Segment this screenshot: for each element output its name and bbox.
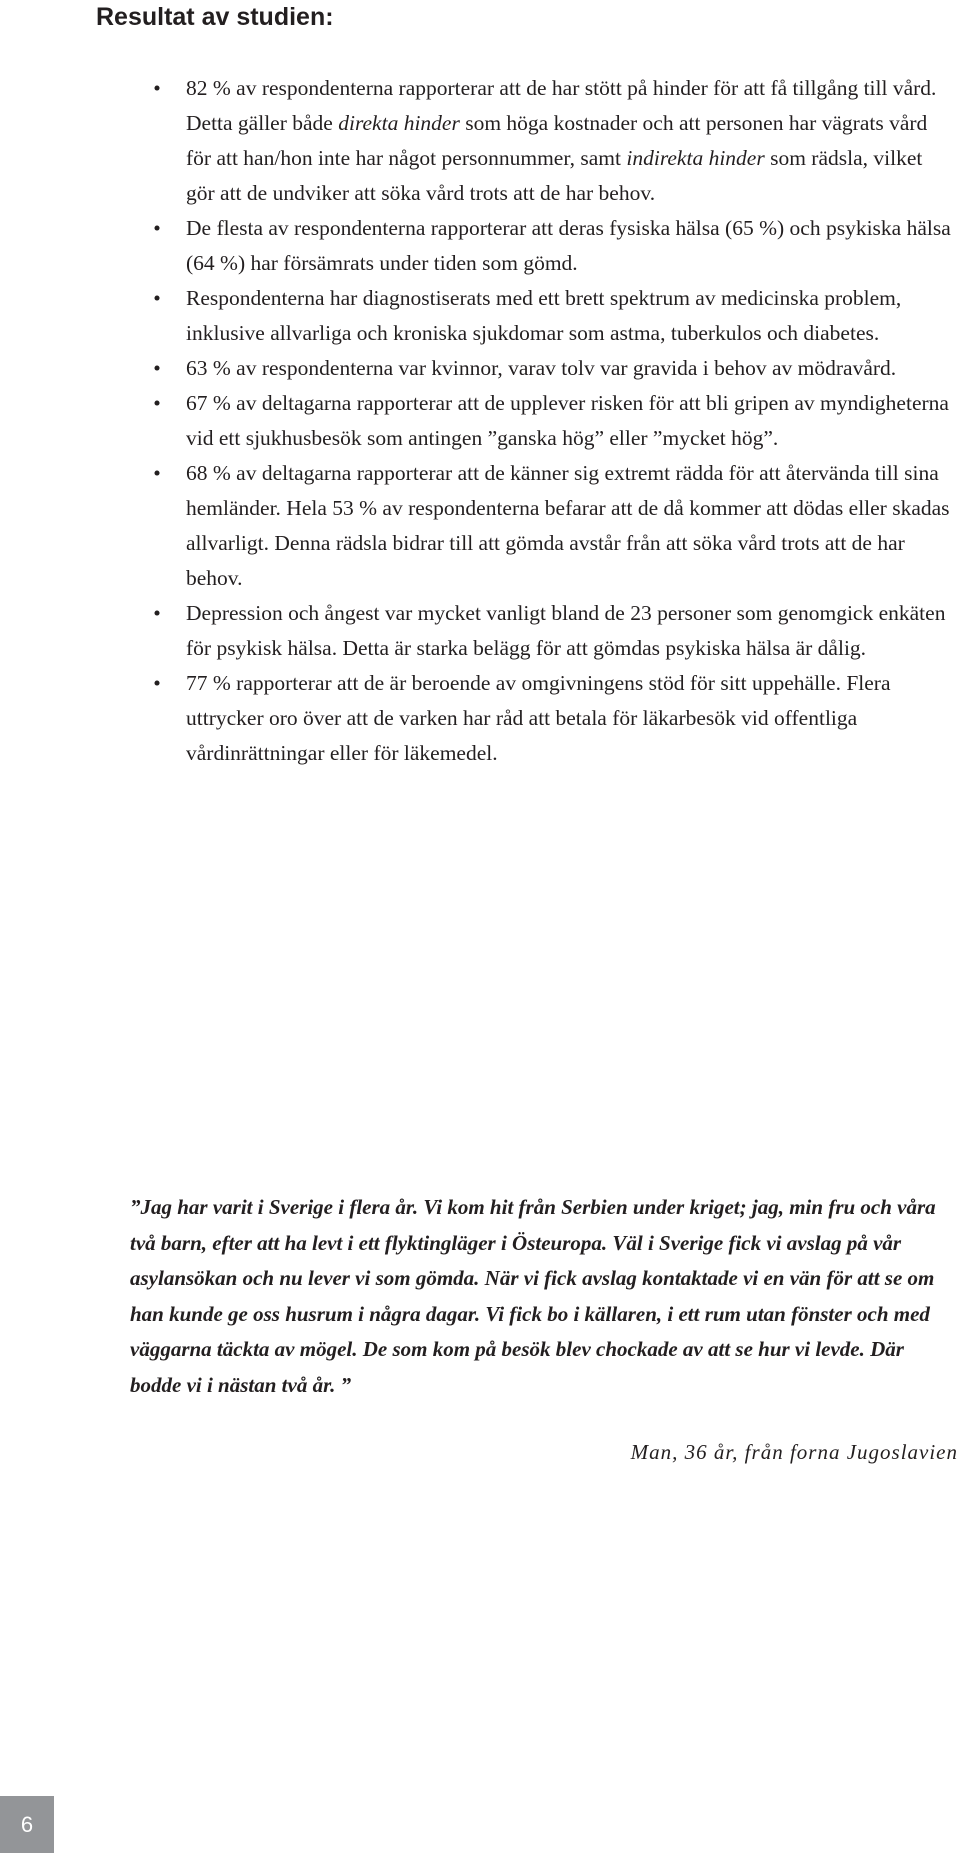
finding-text: Respondenterna har diagnostiserats med ett brett spektrum av medicinska problem, inklusive allvarliga och kroniska sjukdomar som astma, tuberkulos och diabetes. [186,286,902,345]
finding-item [150,456,956,596]
section-heading: Resultat av studien: [96,3,334,31]
page-number: 6 [20,1811,34,1837]
findings-list [150,71,956,771]
finding-item [150,596,956,666]
bullet-icon: • [153,356,161,380]
finding-item [150,71,956,211]
emphasis-direct-barriers: direkta hinder [338,111,460,135]
bullet-icon: • [153,216,161,240]
finding-item [150,211,956,281]
finding-text: 68 % av deltagarna rapporterar att de känner sig extremt rädda för att återvända till sina hemländer. Hela 53 % av respondenterna befarar att de då kommer att dödas eller skadas allvarligt. Denna rädsla bidrar till att gömda avstår från att söka vård trots att de har behov. [186,461,950,590]
finding-text: 77 % rapporterar att de är beroende av omgivningens stöd för sitt uppehälle. Flera uttrycker oro över att de varken har råd att betala för läkarbesök vid offentliga vårdinrättningar eller för läkemedel. [186,671,891,765]
bullet-icon: • [153,461,161,485]
finding-item [150,666,956,771]
finding-item [150,386,956,456]
finding-text: De flesta av respondenterna rapporterar att deras fysiska hälsa (65 %) och psykiska hälsa (64 %) har försämrats under tiden som gömd. [186,216,951,275]
bullet-icon: • [153,286,161,310]
testimonial-quote: ”Jag har varit i Sverige i flera år. Vi kom hit från Serbien under kriget; jag, min fru och våra två barn, efter att ha levt i ett flyktingläger i Östeuropa. Väl i Sverige fick vi avslag på vår asylansökan och nu lever vi som gömda. När vi fick avslag kontaktade vi en vän för att se om han kunde ge oss husrum i några dagar. Vi fick bo i källaren, i ett rum utan fönster och med väggarna täckta av mögel. De som kom på besök blev chockade av att se hur vi levde. Där bodde vi i nästan två år. ” [130,1195,936,1397]
bullet-icon: • [153,671,161,695]
bullet-icon: • [153,76,161,100]
finding-text: 67 % av deltagarna rapporterar att de upplever risken för att bli gripen av myndigheterna vid ett sjukhusbesök som antingen ”ganska hög” eller ”mycket hög”. [186,391,949,450]
emphasis-indirect-barriers: indirekta hinder [626,146,765,170]
bullet-icon: • [153,391,161,415]
finding-item [150,281,956,351]
finding-text: Depression och ångest var mycket vanligt bland de 23 personer som genomgick enkäten för psykisk hälsa. Detta är starka belägg för att gömdas psykiska hälsa är dålig. [186,601,946,660]
bullet-icon: • [153,601,161,625]
quote-attribution: Man, 36 år, från forna Jugoslavien [630,1440,958,1464]
finding-item [150,351,956,386]
finding-text: 82 % av respondenterna rapporterar att de har stött på hinder för att få tillgång till vård. Detta gäller både direkta hinder som höga kostnader och att personen har vägrats vård för att han/hon inte har något personnummer, samt indirekta hinder som rädsla, vilket gör att de undviker att söka vård trots att de har behov. [186,76,937,205]
finding-text: 63 % av respondenterna var kvinnor, varav tolv var gravida i behov av mödravård. [186,356,897,380]
page-number-badge [0,1796,54,1853]
